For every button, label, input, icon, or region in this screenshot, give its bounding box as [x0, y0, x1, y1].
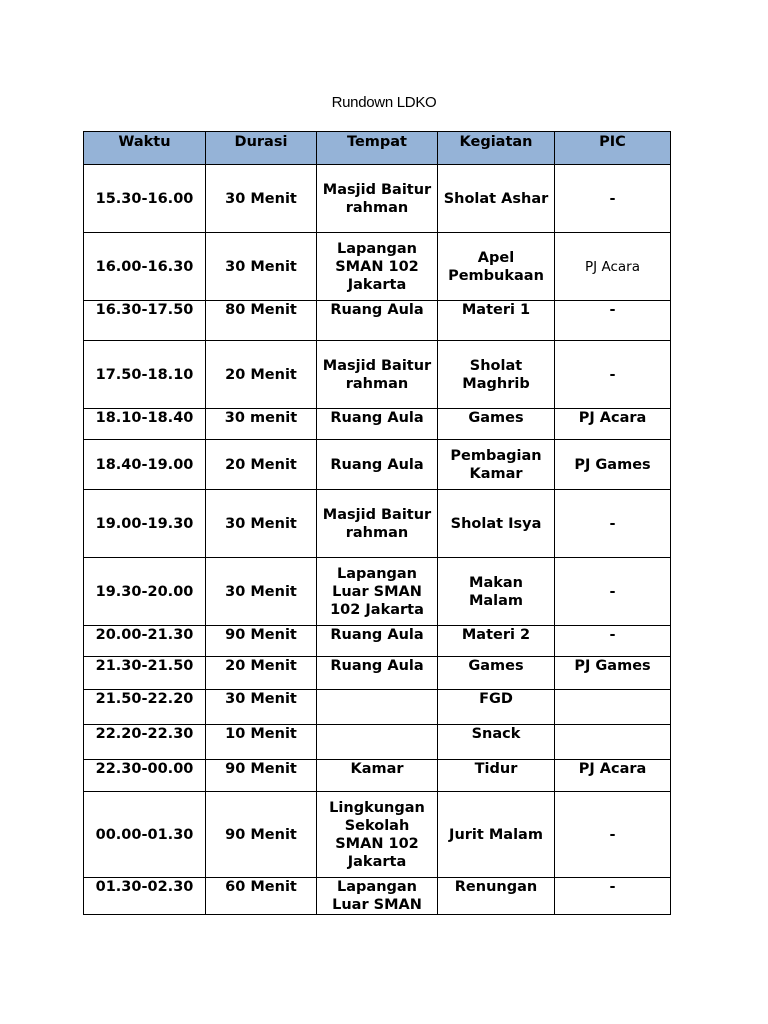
cell-tempat: Ruang Aula — [317, 440, 438, 490]
table-row — [84, 626, 671, 657]
cell-kegiatan: Materi 1 — [438, 301, 555, 341]
table-row — [84, 725, 671, 760]
cell-pic: - — [555, 165, 671, 233]
cell-waktu: 19.00-19.30 — [84, 490, 206, 558]
cell-waktu: 21.50-22.20 — [84, 690, 206, 725]
cell-pic: PJ Games — [555, 657, 671, 690]
cell-waktu: 20.00-21.30 — [84, 626, 206, 657]
cell-waktu: 16.00-16.30 — [84, 233, 206, 301]
cell-kegiatan: Sholat Ashar — [438, 165, 555, 233]
cell-waktu: 01.30-02.30 — [84, 878, 206, 915]
cell-tempat — [317, 690, 438, 725]
cell-tempat: Lapangan Luar SMAN 102 Jakarta — [317, 558, 438, 626]
cell-waktu: 16.30-17.50 — [84, 301, 206, 341]
cell-durasi: 60 Menit — [206, 878, 317, 915]
table-row — [84, 760, 671, 792]
cell-durasi: 30 Menit — [206, 490, 317, 558]
cell-kegiatan: Renungan — [438, 878, 555, 915]
cell-durasi: 20 Menit — [206, 440, 317, 490]
cell-kegiatan: Makan Malam — [438, 558, 555, 626]
table-header-row — [84, 132, 671, 165]
cell-waktu: 15.30-16.00 — [84, 165, 206, 233]
cell-kegiatan: Tidur — [438, 760, 555, 792]
table-row — [84, 657, 671, 690]
cell-tempat: Masjid Baiturrahman — [317, 165, 438, 233]
cell-durasi: 30 Menit — [206, 558, 317, 626]
table-row — [84, 165, 671, 233]
cell-durasi: 30 menit — [206, 409, 317, 440]
cell-pic: - — [555, 301, 671, 341]
table-row — [84, 558, 671, 626]
cell-kegiatan: Snack — [438, 725, 555, 760]
cell-durasi: 10 Menit — [206, 725, 317, 760]
cell-waktu: 22.20-22.30 — [84, 725, 206, 760]
cell-durasi: 80 Menit — [206, 301, 317, 341]
cell-kegiatan: Games — [438, 657, 555, 690]
cell-durasi: 20 Menit — [206, 657, 317, 690]
cell-tempat: Ruang Aula — [317, 409, 438, 440]
cell-pic: - — [555, 490, 671, 558]
table-row — [84, 233, 671, 301]
cell-kegiatan: Games — [438, 409, 555, 440]
table-row — [84, 490, 671, 558]
table-row — [84, 301, 671, 341]
cell-waktu: 18.40-19.00 — [84, 440, 206, 490]
cell-kegiatan: Sholat Maghrib — [438, 341, 555, 409]
cell-tempat: Lapangan Luar SMAN — [317, 878, 438, 915]
header-pic: PIC — [555, 132, 671, 165]
cell-waktu: 19.30-20.00 — [84, 558, 206, 626]
cell-pic: PJ Acara — [555, 409, 671, 440]
cell-pic: PJ Games — [555, 440, 671, 490]
document-title: Rundown LDKO — [331, 94, 437, 111]
header-kegiatan: Kegiatan — [438, 132, 555, 165]
cell-tempat: Kamar — [317, 760, 438, 792]
cell-durasi: 90 Menit — [206, 626, 317, 657]
cell-pic — [555, 690, 671, 725]
cell-waktu: 21.30-21.50 — [84, 657, 206, 690]
cell-pic: PJ Acara — [555, 233, 671, 301]
table-row — [84, 792, 671, 878]
table-row — [84, 341, 671, 409]
header-tempat: Tempat — [317, 132, 438, 165]
cell-tempat: Lingkungan Sekolah SMAN 102 Jakarta — [317, 792, 438, 878]
cell-tempat: Ruang Aula — [317, 657, 438, 690]
cell-pic: PJ Acara — [555, 760, 671, 792]
cell-kegiatan: Sholat Isya — [438, 490, 555, 558]
cell-waktu: 17.50-18.10 — [84, 341, 206, 409]
cell-kegiatan: Materi 2 — [438, 626, 555, 657]
cell-waktu: 22.30-00.00 — [84, 760, 206, 792]
table-row — [84, 878, 671, 915]
cell-pic: - — [555, 341, 671, 409]
cell-tempat: Ruang Aula — [317, 626, 438, 657]
table-row — [84, 690, 671, 725]
cell-tempat: Lapangan SMAN 102 Jakarta — [317, 233, 438, 301]
cell-pic — [555, 725, 671, 760]
cell-waktu: 00.00-01.30 — [84, 792, 206, 878]
table-row — [84, 409, 671, 440]
cell-tempat: Ruang Aula — [317, 301, 438, 341]
cell-kegiatan: Pembagian Kamar — [438, 440, 555, 490]
cell-tempat — [317, 725, 438, 760]
cell-durasi: 30 Menit — [206, 165, 317, 233]
cell-pic: - — [555, 558, 671, 626]
cell-pic: - — [555, 626, 671, 657]
cell-waktu: 18.10-18.40 — [84, 409, 206, 440]
rundown-table — [83, 131, 671, 915]
cell-durasi: 30 Menit — [206, 690, 317, 725]
cell-pic: - — [555, 878, 671, 915]
table-row — [84, 440, 671, 490]
cell-tempat: Masjid Baiturrahman — [317, 490, 438, 558]
cell-durasi: 90 Menit — [206, 760, 317, 792]
cell-kegiatan: FGD — [438, 690, 555, 725]
header-waktu: Waktu — [84, 132, 206, 165]
cell-durasi: 90 Menit — [206, 792, 317, 878]
cell-kegiatan: Apel Pembukaan — [438, 233, 555, 301]
cell-kegiatan: Jurit Malam — [438, 792, 555, 878]
cell-tempat: Masjid Baiturrahman — [317, 341, 438, 409]
cell-pic: - — [555, 792, 671, 878]
header-durasi: Durasi — [206, 132, 317, 165]
cell-durasi: 30 Menit — [206, 233, 317, 301]
cell-durasi: 20 Menit — [206, 341, 317, 409]
